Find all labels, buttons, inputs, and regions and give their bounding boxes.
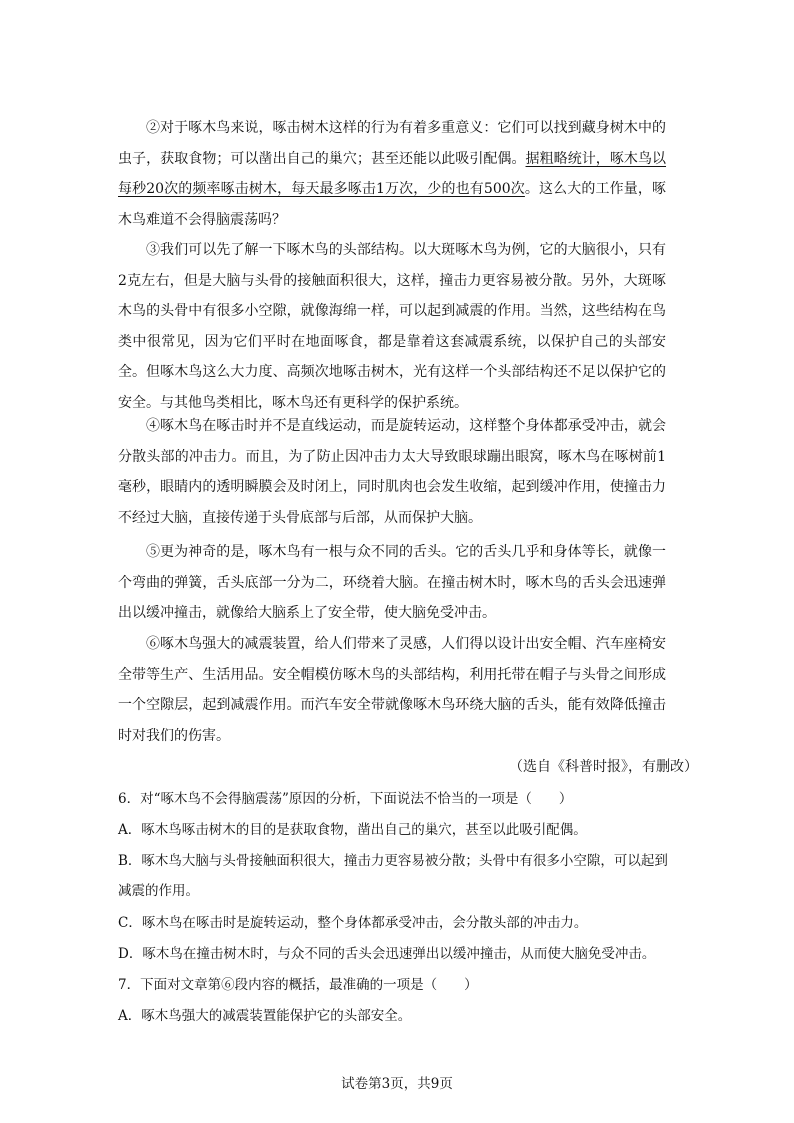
question-6-option-d: D．啄木鸟在撞击树木时，与众不同的舌头会迅速弹出以缓冲撞击，从而使大脑免受冲击。 bbox=[118, 946, 656, 962]
article-paragraph-4: ④啄木鸟在啄击时并不是直线运动，而是旋转运动，这样整个身体都承受冲击，就会分散头部的冲击力。而且，为了防止因冲击力太大导致眼球蹦出眼窝，啄木鸟在啄树前1毫秒，眼睛内的透明瞬膜会及时闭上，同时肌肉也会发生收缩，起到缓冲作用，使撞击力不经过大脑，直接传递于头骨底部与后部，从而保护大脑。 bbox=[118, 418, 666, 526]
page-footer: 试卷第3页，共9页 bbox=[341, 1076, 453, 1092]
question-6-option-a: A．啄木鸟啄击树木的目的是获取食物，凿出自己的巢穴，甚至以此吸引配偶。 bbox=[118, 822, 587, 838]
question-6-stem: 6．对“啄木鸟不会得脑震荡”原因的分析，下面说法不恰当的一项是（ ） bbox=[118, 791, 573, 807]
question-7-option-a: A．啄木鸟强大的减震装置能保护它的头部安全。 bbox=[118, 1008, 412, 1024]
article-paragraph-6: ⑥啄木鸟强大的减震装置，给人们带来了灵感，人们得以设计出安全帽、汽车座椅安全带等生产、生活用品。安全帽模仿啄木鸟的头部结构，利用托带在帽子与头骨之间形成一个空隙层，起到减震作用。而汽车安全带就像啄木鸟环绕大脑的舌头，能有效降低撞击时对我们的伤害。 bbox=[118, 636, 666, 744]
paragraph-2-underlined-statistic: 据粗略统计，啄木鸟以每秒20次的频率啄击树木，每天最多啄击1万次，少的也有500次 bbox=[118, 150, 667, 197]
question-6-option-c: C．啄木鸟在啄击时是旋转运动，整个身体都承受冲击，会分散头部的冲击力。 bbox=[118, 915, 588, 931]
question-7-stem: 7．下面对文章第⑥段内容的概括，最准确的一项是（ ） bbox=[118, 977, 478, 993]
question-6-option-b: B．啄木鸟大脑与头骨接触面积很大，撞击力更容易被分散；头骨中有很多小空隙，可以起到减震的作用。 bbox=[118, 853, 668, 899]
article-paragraph-2 bbox=[118, 113, 666, 235]
article-paragraph-5: ⑤更为神奇的是，啄木鸟有一根与众不同的舌头。它的舌头几乎和身体等长，就像一个弯曲的弹簧，舌头底部一分为二，环绕着大脑。在撞击树木时，啄木鸟的舌头会迅速弹出以缓冲撞击，就像给大脑系上了安全带，使大脑免受冲击。 bbox=[118, 544, 666, 621]
article-source: （选自《科普时报》，有删改） bbox=[509, 759, 698, 775]
paragraph-2-text-b: 。这么大的工作量，啄木鸟难道不会得脑震荡吗？ bbox=[118, 181, 666, 228]
paragraph-2-text-a: ②对于啄木鸟来说，啄击树木这样的行为有着多重意义：它们可以找到藏身树木中的虫子，获取食物；可以凿出自己的巢穴；甚至还能以此吸引配偶。 bbox=[118, 120, 666, 167]
article-paragraph-3: ③我们可以先了解一下啄木鸟的头部结构。以大斑啄木鸟为例，它的大脑很小，只有2克左右，但是大脑与头骨的接触面积很大，这样，撞击力更容易被分散。另外，大斑啄木鸟的头骨中有很多小空隙，就像海绵一样，可以起到减震的作用。当然，这些结构在鸟类中很常见，因为它们平时在地面啄食，都是靠着这套减震系统，以保护自己的头部安全。但啄木鸟这么大力度、高频次地啄击树木，光有这样一个头部结构还不足以保护它的安全。与其他鸟类相比，啄木鸟还有更科学的保护系统。 bbox=[118, 242, 666, 411]
